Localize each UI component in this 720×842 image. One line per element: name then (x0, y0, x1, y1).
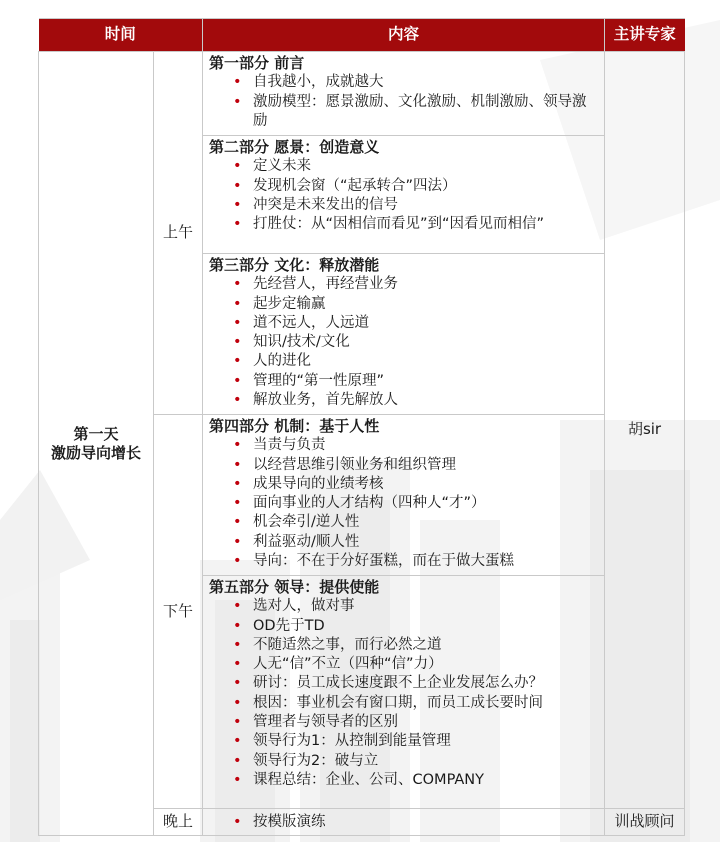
list-item: • 发现机会窗（“起承转合”四法） (253, 177, 598, 196)
period-morning: 上午 (154, 52, 203, 415)
header-time: 时间 (39, 19, 203, 52)
list-item: • 按模版演练 (253, 813, 598, 832)
list-item: • 利益驱动/顺人性 (253, 533, 598, 552)
list-item: • 以经营思维引领业务和组织管理 (253, 456, 598, 475)
day-theme: 激励导向增长 (50, 443, 141, 462)
table-row (39, 52, 685, 136)
part-1-title: 第一部分 前言 (209, 54, 305, 72)
list-item: • 定义未来 (253, 157, 598, 176)
day-label: 第一天 (73, 424, 119, 443)
list-item: • 选对人，做对事 (253, 597, 598, 616)
part-3-title: 第三部分 文化：释放潜能 (209, 256, 380, 274)
header-content: 内容 (203, 19, 605, 52)
list-item: • 起步定输赢 (253, 295, 598, 314)
list-item: • 知识/技术/文化 (253, 333, 598, 352)
list-item: • 不随适然之事，而行必然之道 (253, 636, 598, 655)
part-2-title: 第二部分 愿景：创造意义 (209, 138, 380, 156)
schedule-table (38, 18, 685, 836)
list-item: • 人的进化 (253, 352, 598, 371)
list-item: • 冲突是未来发出的信号 (253, 196, 598, 215)
list-item: • 面向事业的人才结构（四种人“才”） (253, 494, 598, 513)
list-item: • 自我越小，成就越大 (253, 73, 598, 92)
expert-main: 胡sir (605, 52, 685, 809)
list-item: • 领导行为1：从控制到能量管理 (253, 732, 598, 751)
list-item: • 管理的“第一性原理” (253, 372, 598, 391)
part-2-items (209, 157, 598, 234)
list-item: • 领导行为2：破与立 (253, 752, 598, 771)
list-item: • 打胜仗：从“因相信而看见”到“因看见而相信” (253, 215, 598, 234)
part-5-title: 第五部分 领导：提供使能 (209, 578, 380, 596)
header-row (39, 19, 685, 52)
list-item: • 人无“信”不立（四种“信”力） (253, 655, 598, 674)
evening-cell (203, 809, 605, 836)
list-item: • 管理者与领导者的区别 (253, 713, 598, 732)
header-expert: 主讲专家 (605, 19, 685, 52)
part-4-cell (203, 415, 605, 576)
part-3-items (209, 275, 598, 410)
period-evening: 晚上 (154, 809, 203, 836)
part-1-items (209, 73, 598, 131)
part-3-cell (203, 254, 605, 415)
list-item: • 解放业务，首先解放人 (253, 391, 598, 410)
list-item: • 课程总结：企业、公司、COMPANY (253, 771, 598, 790)
list-item: • 先经营人，再经营业务 (253, 275, 598, 294)
list-item: • 当责与负责 (253, 436, 598, 455)
list-item: • 激励模型：愿景激励、文化激励、机制激励、领导激励 (253, 93, 598, 132)
part-4-items (209, 436, 598, 571)
list-item: • OD先于TD (253, 617, 598, 636)
part-2-cell (203, 136, 605, 254)
list-item: • 根因：事业机会有窗口期，而员工成长要时间 (253, 694, 598, 713)
list-item: • 成果导向的业绩考核 (253, 475, 598, 494)
part-1-cell (203, 52, 605, 136)
part-4-title: 第四部分 机制：基于人性 (209, 417, 380, 435)
part-5-items (209, 597, 598, 790)
part-5-cell (203, 576, 605, 809)
day-cell (39, 52, 154, 836)
list-item: • 研讨：员工成长速度跟不上企业发展怎么办？ (253, 674, 598, 693)
expert-evening: 训战顾问 (605, 809, 685, 836)
list-item: • 导向：不在于分好蛋糕，而在于做大蛋糕 (253, 552, 598, 571)
evening-items (209, 813, 598, 832)
list-item: • 机会牵引/逆人性 (253, 513, 598, 532)
list-item: • 道不远人，人远道 (253, 314, 598, 333)
period-afternoon: 下午 (154, 415, 203, 809)
